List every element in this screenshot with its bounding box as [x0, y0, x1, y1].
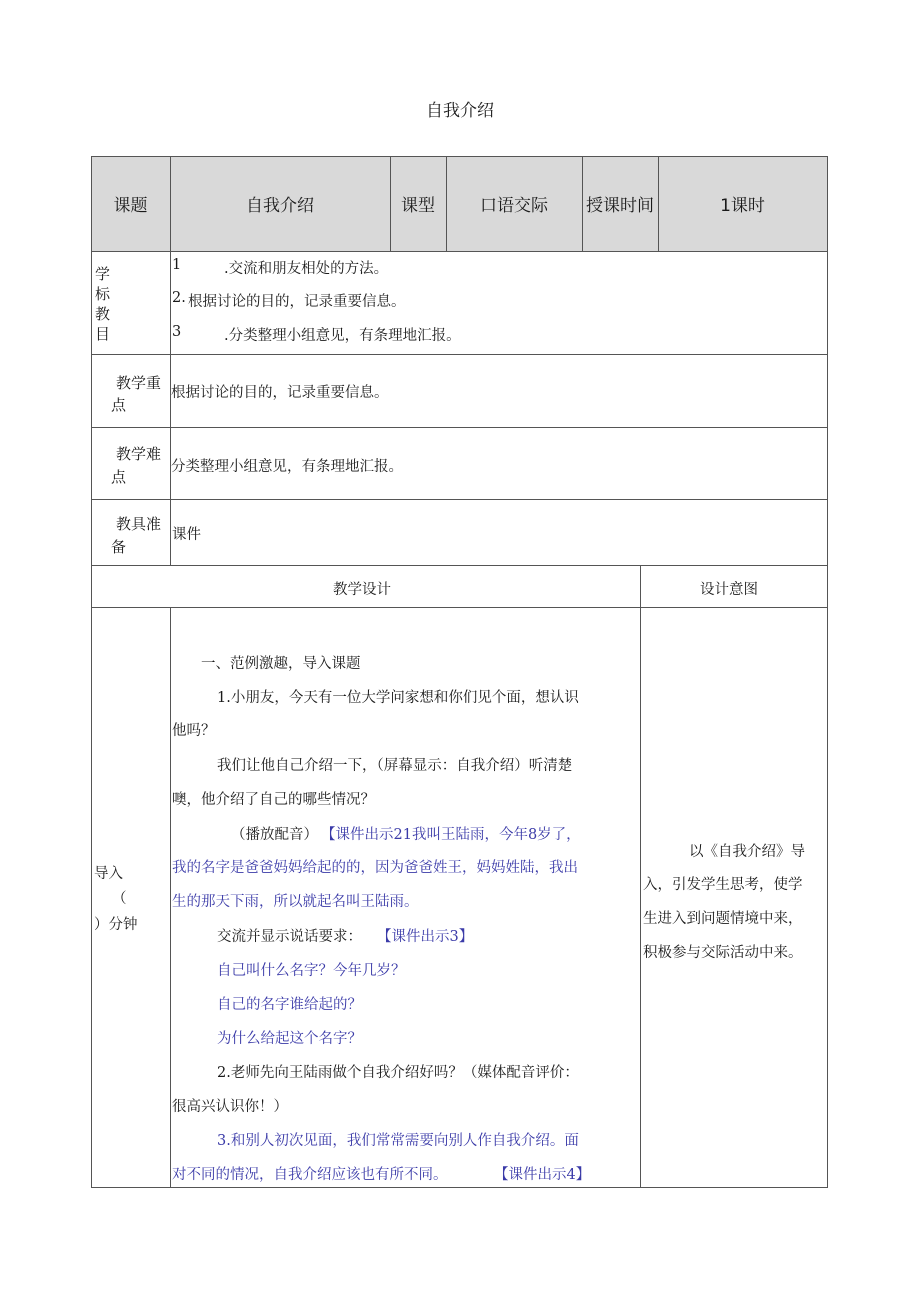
design-line-segment: 【课件出示4】 [494, 1167, 591, 1183]
table-line [827, 156, 828, 1188]
time-value: 1课时 [720, 196, 765, 216]
table-line [91, 565, 828, 566]
key-points-value: 根据讨论的目的，记录重要信息。 [171, 385, 389, 401]
design-line: 我们让他自己介绍一下，（屏幕显示：自我介绍）听清楚 [217, 758, 573, 774]
type-value: 口语交际 [480, 196, 548, 216]
design-line: 2.老师先向王陆雨做个自我介绍好吗？（媒体配音评价： [217, 1065, 579, 1081]
table-line [91, 1187, 828, 1188]
objectives-label-char: 标 [95, 285, 111, 303]
table-line [91, 607, 828, 608]
design-line: 很高兴认识你！） [172, 1099, 288, 1115]
difficulties-value: 分类整理小组意见，有条理地汇报。 [171, 459, 403, 475]
design-line: 一、范例激趣，导入课题 [201, 656, 361, 672]
objective-text: 根据讨论的目的，记录重要信息。 [188, 294, 406, 310]
stage-paren-close: ）分钟 [94, 917, 138, 933]
materials-label: 教具准 [116, 515, 162, 533]
design-line-segment: 【课件出示21我叫王陆雨，今年8岁了， [321, 827, 581, 843]
design-column-header: 教学设计 [333, 582, 391, 598]
page-title: 自我介绍 [426, 101, 494, 121]
design-line-segment: 【课件出示3】 [377, 929, 474, 945]
design-line-segment: （播放配音） [231, 827, 318, 843]
table-line [91, 156, 92, 1188]
intent-line: 以《自我介绍》导 [689, 844, 805, 860]
intent-line: 积极参与交际活动中来。 [643, 945, 803, 961]
key-points-label: 教学重 [116, 374, 162, 392]
topic-label: 课题 [113, 196, 148, 216]
design-line: 自己的名字谁给起的？ [217, 997, 362, 1013]
intent-line: 生进入到问题情境中来， [643, 911, 803, 927]
materials-value: 课件 [172, 527, 201, 543]
intent-line: 入，引发学生思考，使学 [643, 877, 803, 893]
objective-num: 3 [172, 324, 182, 340]
time-label: 授课时间 [586, 196, 654, 216]
difficulties-label: 教学难 [116, 445, 162, 463]
table-line [640, 565, 641, 1187]
design-line: 他吗？ [172, 723, 216, 739]
table-line [170, 607, 171, 1187]
design-line-segment: 交流并显示说话要求： [217, 929, 362, 945]
objective-num: 2. [172, 290, 186, 306]
design-line: 自己叫什么名字？今年几岁？ [217, 963, 406, 979]
design-line: 我的名字是爸爸妈妈给起的的，因为爸爸姓王，妈妈姓陆，我出 [172, 860, 578, 876]
table-line [91, 251, 828, 252]
stage-paren-open: （ [112, 891, 127, 907]
stage-label: 导入 [94, 866, 123, 882]
design-line: 为什么给起这个名字？ [217, 1031, 362, 1047]
objective-text: .分类整理小组意见，有条理地汇报。 [224, 328, 461, 344]
topic-value: 自我介绍 [246, 196, 314, 216]
design-line: 3.和别人初次见面，我们常常需要向别人作自我介绍。面 [217, 1133, 579, 1149]
design-line: 噢，他介绍了自己的哪些情况？ [172, 792, 375, 808]
table-line [170, 251, 171, 565]
design-line-segment: 对不同的情况，自我介绍应该也有所不同。 [172, 1167, 448, 1183]
design-line: 生的那天下雨，所以就起名叫王陆雨。 [172, 894, 419, 910]
table-line [91, 427, 828, 428]
type-label: 课型 [401, 196, 435, 216]
design-line: 1.小朋友，今天有一位大学问家想和你们见个面，想认识 [217, 690, 579, 706]
table-line [91, 354, 828, 355]
difficulties-label-2: 点 [111, 468, 127, 486]
materials-label-2: 备 [111, 538, 127, 556]
key-points-label-2: 点 [111, 396, 127, 414]
table-line [91, 499, 828, 500]
objective-text: .交流和朋友相处的方法。 [224, 261, 389, 277]
objectives-label-char: 教 [95, 305, 111, 323]
intent-column-header: 设计意图 [700, 582, 758, 598]
objectives-label-char: 目 [95, 325, 111, 343]
objective-num: 1 [172, 257, 182, 273]
objectives-label-char: 学 [95, 265, 111, 283]
